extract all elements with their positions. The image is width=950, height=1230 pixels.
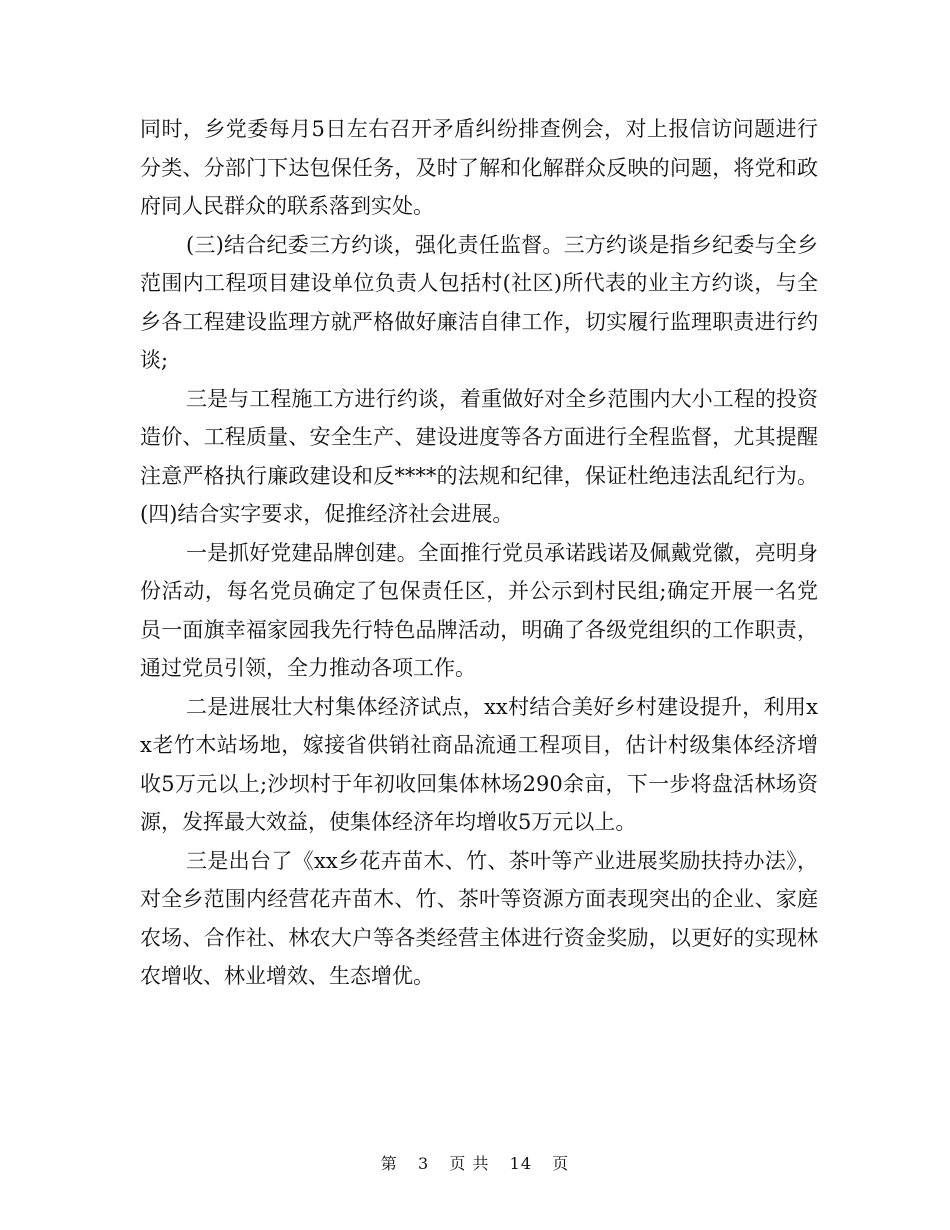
paragraph-6: 三是出台了《xx乡花卉苗木、竹、茶叶等产业进展奖励扶持办法》，对全乡范围内经营花卉苗木、竹、茶叶等资源方面表现突出的企业、家庭农场、合作社、林农大户等各类经营主体进行资金奖励，以更好的实现林农增收、林业增效、生态增优。 bbox=[140, 848, 818, 988]
paragraph-2: (三)结合纪委三方约谈，强化责任监督。三方约谈是指乡纪委与全乡范围内工程项目建设单位负责人包括村(社区)所代表的业主方约谈，与全乡各工程建设监理方就严格做好廉洁自律工作，切实履行监理职责进行约谈; bbox=[140, 232, 818, 372]
footer-middle: 页 共 bbox=[449, 1154, 490, 1173]
footer-total-pages: 14 bbox=[509, 1154, 532, 1173]
page-footer bbox=[0, 1154, 950, 1174]
paragraph-5: 二是进展壮大村集体经济试点，xx村结合美好乡村建设提升，利用xx老竹木站场地，嫁接省供销社商品流通工程项目，估计村级集体经济增收5万元以上;沙坝村于年初收回集体林场290余亩，下一步将盘活林场资源，发挥最大效益，使集体经济年均增收5万元以上。 bbox=[140, 694, 818, 834]
footer-suffix: 页 bbox=[552, 1154, 570, 1173]
paragraph-3: 三是与工程施工方进行约谈，着重做好对全乡范围内大小工程的投资造价、工程质量、安全生产、建设进度等各方面进行全程监督，尤其提醒注意严格执行廉政建设和反****的法规和纪律，保证杜绝违法乱纪行为。(四)结合实字要求，促推经济社会进展。 bbox=[140, 386, 818, 526]
paragraph-4: 一是抓好党建品牌创建。全面推行党员承诺践诺及佩戴党徽，亮明身份活动，每名党员确定了包保责任区，并公示到村民组;确定开展一名党员一面旗幸福家园我先行特色品牌活动，明确了各级党组织的工作职责，通过党员引领，全力推动各项工作。 bbox=[140, 540, 818, 680]
paragraph-1: 同时，乡党委每月5日左右召开矛盾纠纷排查例会，对上报信访问题进行分类、分部门下达包保任务，及时了解和化解群众反映的问题，将党和政府同人民群众的联系落到实处。 bbox=[140, 117, 818, 218]
document-body bbox=[140, 110, 818, 996]
footer-current-page: 3 bbox=[417, 1154, 430, 1173]
footer-prefix: 第 bbox=[380, 1154, 398, 1173]
